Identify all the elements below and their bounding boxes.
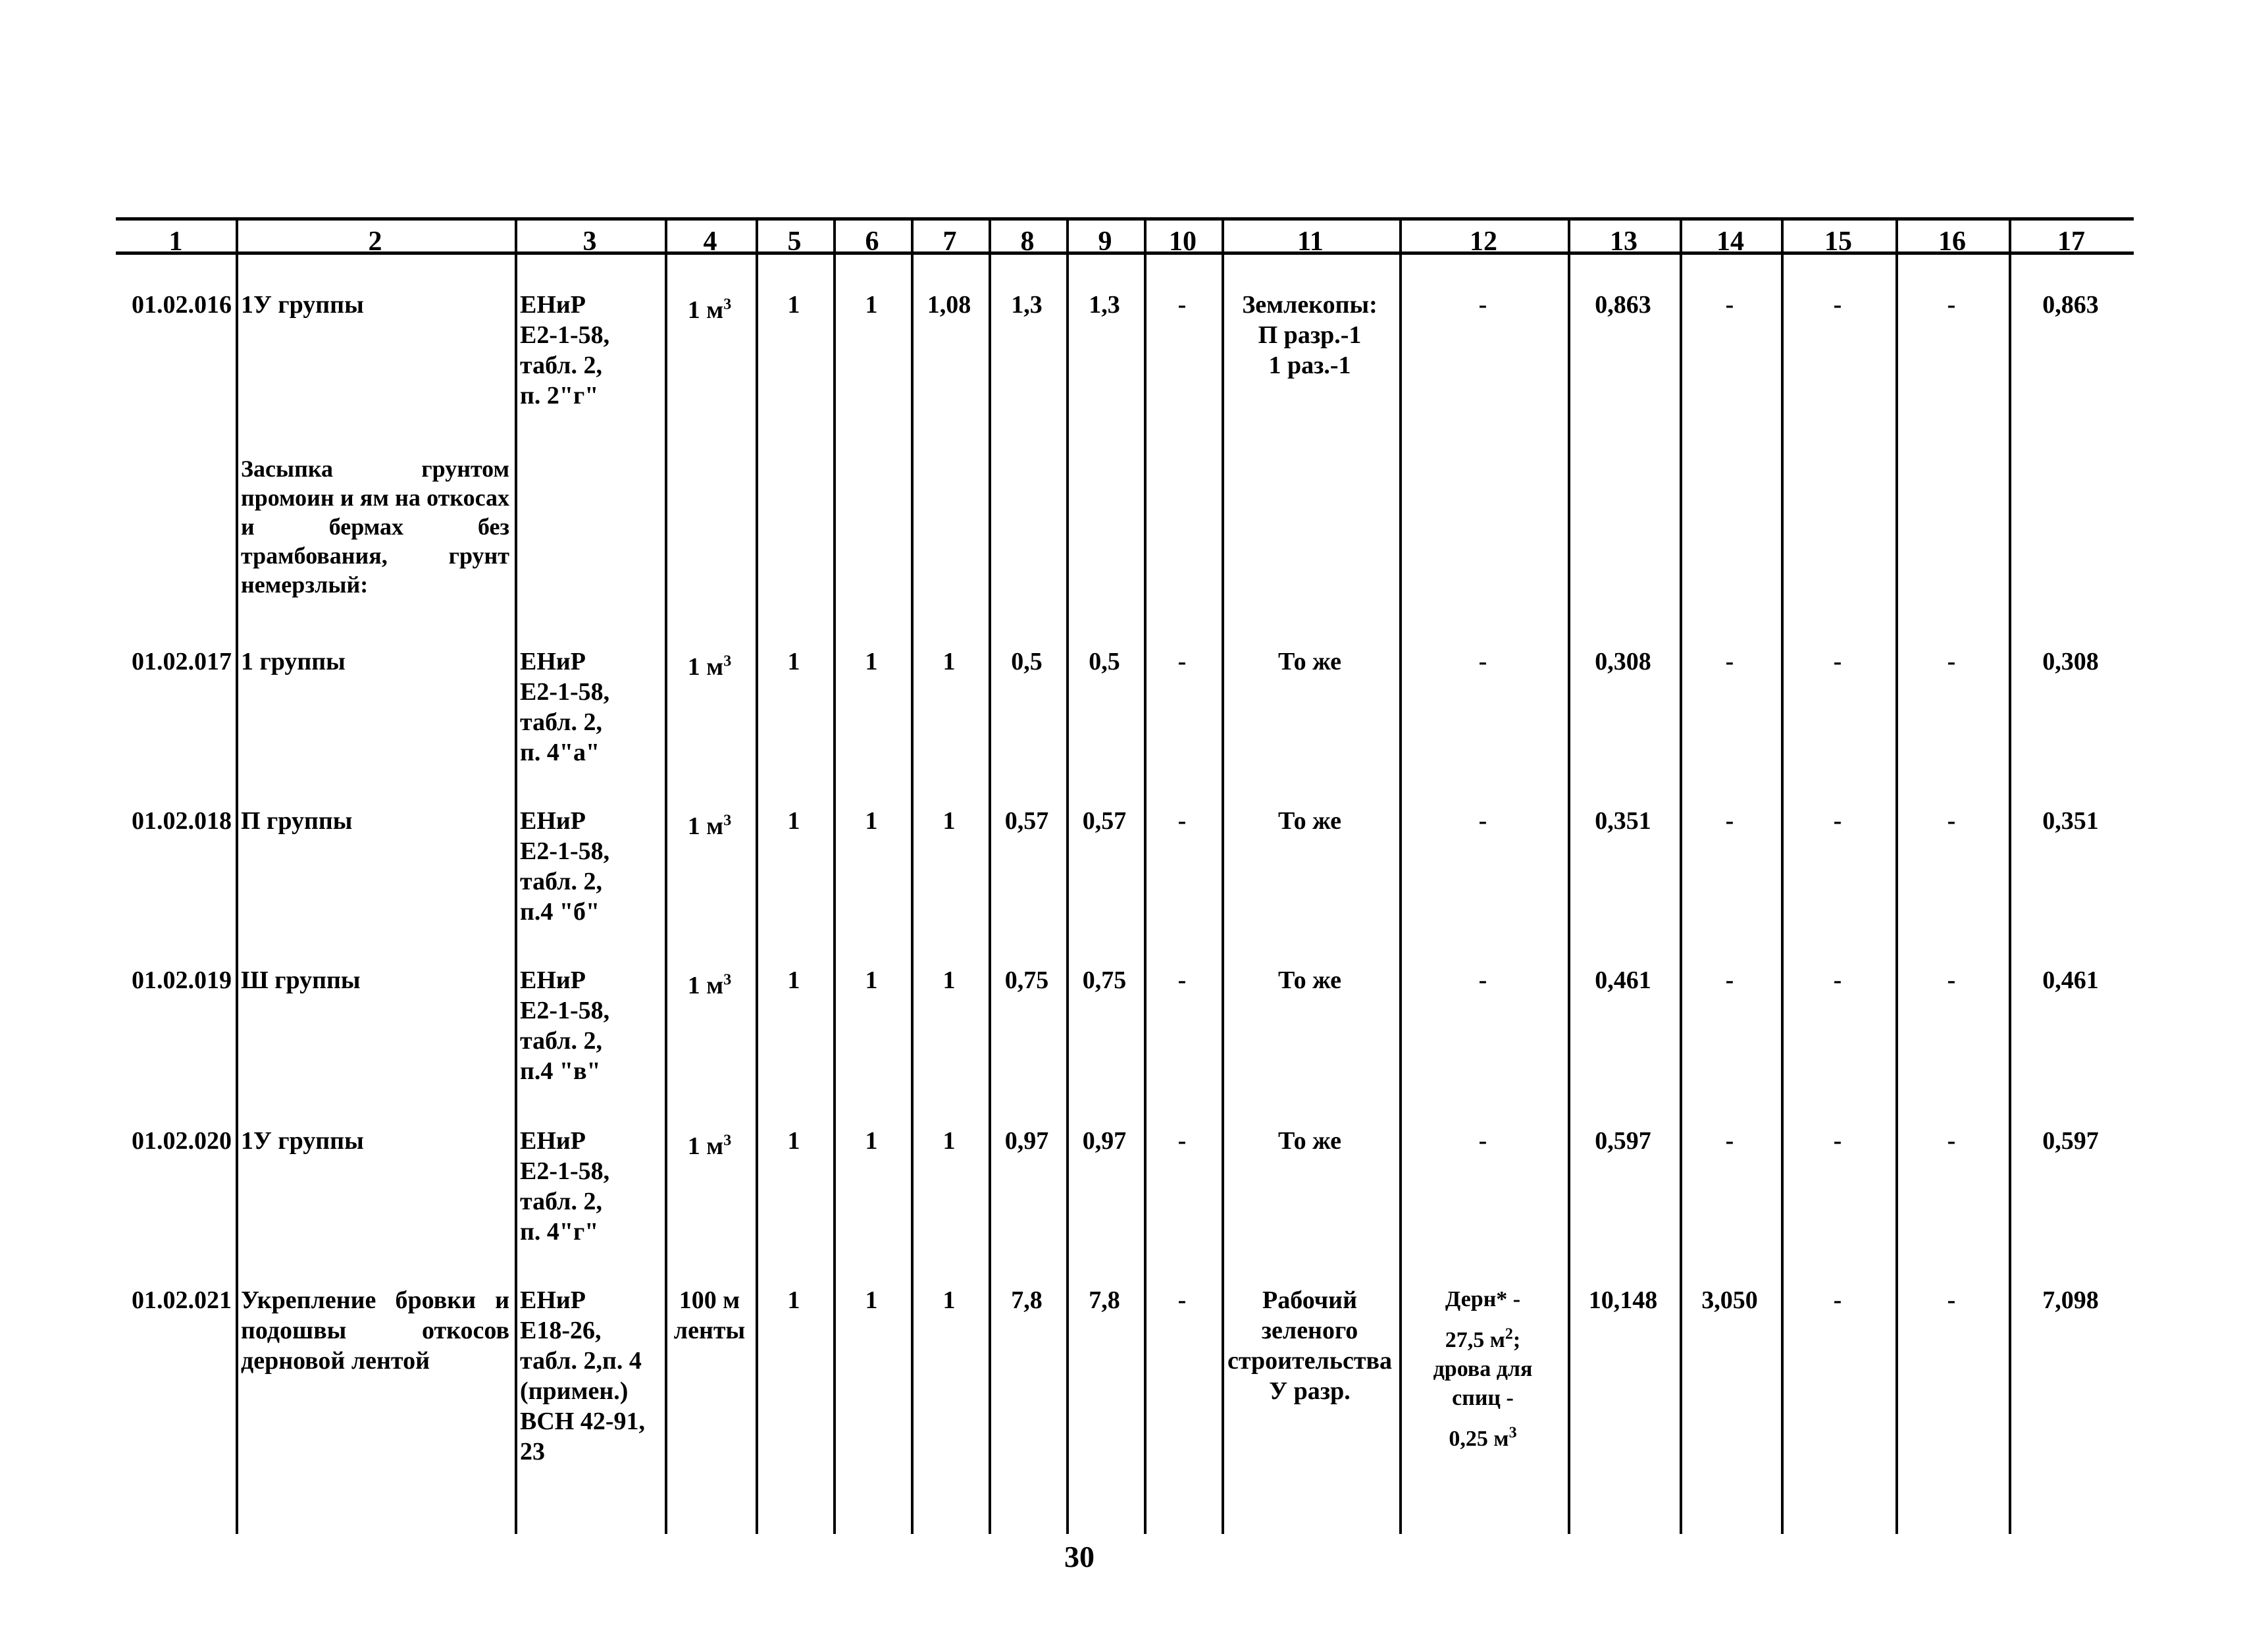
- cell-c14: 3,050: [1701, 1286, 1758, 1314]
- cell-c11: [1223, 646, 1397, 677]
- unit-exponent: 3: [1508, 1424, 1517, 1442]
- cell-line: строительства: [1227, 1347, 1393, 1375]
- cell-code: 01.02.018: [132, 807, 232, 835]
- cell-c12: -: [1478, 648, 1487, 675]
- cell-line: табл. 2,п. 4: [520, 1347, 642, 1375]
- cell-line: Е18-26,: [520, 1317, 602, 1344]
- column-header: 6: [865, 226, 879, 257]
- column-divider: [1895, 217, 1898, 1534]
- cell-c14: -: [1725, 966, 1734, 994]
- column-header: 3: [582, 226, 597, 257]
- cell-name: Ш группы: [241, 966, 361, 994]
- cell-c15: -: [1833, 291, 1842, 319]
- cell-line: табл. 2,: [520, 1188, 603, 1215]
- cell-c7: 1,08: [927, 291, 971, 319]
- cell-c8: 0,57: [1004, 807, 1049, 835]
- table-top-rule: [116, 217, 2134, 221]
- cell-c10: -: [1177, 1127, 1187, 1155]
- cell-line: табл. 2,: [520, 868, 603, 895]
- cell-c7: 1: [942, 807, 956, 835]
- cell-c9: 1,3: [1089, 291, 1120, 319]
- cell-line: табл. 2,: [520, 352, 603, 379]
- cell-unit: [666, 970, 753, 1001]
- column-header: 11: [1297, 226, 1324, 257]
- cell-c11: [1223, 1126, 1397, 1156]
- column-header: 12: [1470, 226, 1497, 257]
- cell-ref: [520, 1285, 662, 1467]
- cell-line: У разр.: [1269, 1377, 1351, 1405]
- unit-exponent: 3: [723, 652, 732, 670]
- column-header: 2: [368, 226, 382, 257]
- cell-ref: [520, 1126, 662, 1247]
- column-divider: [236, 217, 238, 1534]
- column-divider: [2009, 217, 2011, 1534]
- cell-unit: [666, 1285, 753, 1346]
- cell-code: 01.02.017: [132, 648, 232, 675]
- cell-line: [1401, 1355, 1565, 1384]
- cell-line: п.4 "в": [520, 1057, 601, 1085]
- column-header: 10: [1169, 226, 1197, 257]
- column-divider: [989, 217, 991, 1534]
- cell-c11: [1223, 290, 1397, 381]
- cell-line: п. 2"г": [520, 382, 599, 409]
- cell-c6: 1: [865, 648, 878, 675]
- cell-line: [1401, 1384, 1565, 1413]
- column-header: 5: [787, 226, 802, 257]
- cell-c12: -: [1478, 1127, 1487, 1155]
- cell-line: Е2-1-58,: [520, 678, 610, 706]
- column-divider: [1144, 217, 1147, 1534]
- cell-c8: 0,97: [1004, 1127, 1049, 1155]
- norms-table: [116, 217, 2134, 1534]
- cell-line: [1401, 1425, 1565, 1454]
- cell-unit: [666, 652, 753, 682]
- cell-name: 1 группы: [241, 648, 346, 675]
- cell-line: п. 4"а": [520, 739, 600, 766]
- cell-line: зеленого: [1261, 1317, 1358, 1344]
- cell-code: 01.02.019: [132, 966, 232, 994]
- cell-c8: 0,75: [1004, 966, 1049, 994]
- column-divider: [1066, 217, 1069, 1534]
- cell-c15: -: [1833, 1286, 1842, 1314]
- cell-c6: 1: [865, 291, 878, 319]
- cell-line: Е2-1-58,: [520, 997, 610, 1024]
- cell-c15: -: [1833, 966, 1842, 994]
- cell-c5: 1: [787, 1127, 800, 1155]
- cell-line: То же: [1277, 648, 1342, 675]
- cell-line: ВСН 42-91,: [520, 1408, 645, 1435]
- cell-c12: -: [1478, 291, 1487, 319]
- cell-c13: 10,148: [1588, 1286, 1658, 1314]
- cell-ref: [520, 965, 662, 1086]
- cell-c12: -: [1478, 966, 1487, 994]
- cell-c5: 1: [787, 807, 800, 835]
- cell-c10: -: [1177, 807, 1187, 835]
- cell-name: 1У группы: [241, 1127, 364, 1155]
- cell-line: ЕНиР: [520, 966, 586, 994]
- column-divider: [756, 217, 758, 1534]
- cell-code: 01.02.021: [132, 1286, 232, 1314]
- cell-line: ЕНиР: [520, 1127, 586, 1155]
- cell-c9: 0,57: [1082, 807, 1127, 835]
- cell-c14: -: [1725, 1127, 1734, 1155]
- unit-text: 1 м: [687, 812, 724, 840]
- cell-c9: 0,75: [1082, 966, 1127, 994]
- cell-line: То же: [1277, 966, 1342, 994]
- cell-text: 27,5 м: [1445, 1328, 1505, 1352]
- cell-c9: 7,8: [1089, 1286, 1120, 1314]
- cell-c16: -: [1947, 291, 1956, 319]
- cell-c16: -: [1947, 807, 1956, 835]
- cell-line: Рабочий: [1262, 1286, 1357, 1314]
- cell-ref: [520, 646, 662, 768]
- cell-line: 1 раз.-1: [1268, 352, 1351, 379]
- cell-c10: -: [1177, 966, 1187, 994]
- cell-name: 1У группы: [241, 291, 364, 319]
- cell-c6: 1: [865, 1127, 878, 1155]
- cell-line: Е2-1-58,: [520, 321, 610, 349]
- column-header: 17: [2057, 226, 2085, 257]
- cell-c7: 1: [942, 966, 956, 994]
- cell-c14: -: [1725, 291, 1734, 319]
- cell-line: Е2-1-58,: [520, 1157, 610, 1185]
- cell-c6: 1: [865, 807, 878, 835]
- cell-line: Е2-1-58,: [520, 837, 610, 865]
- cell-unit: [666, 295, 753, 325]
- cell-line: п. 4"г": [520, 1218, 599, 1246]
- cell-c10: -: [1177, 291, 1187, 319]
- column-header: 8: [1020, 226, 1035, 257]
- cell-line: Землекопы:: [1242, 291, 1378, 319]
- cell-c10: -: [1177, 648, 1187, 675]
- cell-c8: 1,3: [1011, 291, 1043, 319]
- cell-c11: [1223, 1285, 1397, 1406]
- cell-c12: -: [1478, 807, 1487, 835]
- cell-c16: -: [1947, 966, 1956, 994]
- cell-c15: -: [1833, 648, 1842, 675]
- cell-c6: 1: [865, 1286, 878, 1314]
- unit-text: 1 м: [687, 296, 724, 324]
- cell-c17: 0,461: [2042, 966, 2099, 994]
- cell-name: Укрепление бровки и подошвы откосов дерновой лентой: [241, 1286, 509, 1375]
- column-header: 1: [168, 226, 183, 257]
- cell-c15: -: [1833, 807, 1842, 835]
- unit-text: 100 м ленты: [673, 1286, 746, 1344]
- cell-line: табл. 2,: [520, 708, 603, 736]
- column-divider: [911, 217, 914, 1534]
- cell-c14: -: [1725, 807, 1734, 835]
- cell-c17: 0,863: [2042, 291, 2099, 319]
- cell-c11: [1223, 806, 1397, 836]
- cell-text: Дерн* -: [1445, 1287, 1521, 1311]
- cell-text: дрова для: [1433, 1357, 1533, 1381]
- cell-c7: 1: [942, 648, 956, 675]
- cell-c6: 1: [865, 966, 878, 994]
- section-heading: Засыпка грунтом промоин и ям на откосах и бермах без трамбования, грунт немерзлый:: [241, 456, 509, 598]
- cell-c10: -: [1177, 1286, 1187, 1314]
- column-divider: [1568, 217, 1570, 1534]
- cell-c14: -: [1725, 648, 1734, 675]
- unit-text: 1 м: [687, 1132, 724, 1160]
- column-divider: [833, 217, 836, 1534]
- unit-exponent: 3: [723, 812, 732, 830]
- cell-ref: [520, 806, 662, 927]
- cell-line: п.4 "б": [520, 898, 600, 926]
- cell-c5: 1: [787, 648, 800, 675]
- cell-code: 01.02.016: [132, 291, 232, 319]
- cell-name: П группы: [241, 807, 353, 835]
- unit-exponent: 3: [723, 1132, 732, 1149]
- cell-c8: 7,8: [1011, 1286, 1043, 1314]
- cell-line: 23: [520, 1438, 545, 1465]
- cell-text: ;: [1512, 1328, 1521, 1352]
- cell-unit: [666, 1131, 753, 1161]
- column-header: 13: [1610, 226, 1637, 257]
- cell-line: [1401, 1285, 1565, 1314]
- cell-ref: [520, 290, 662, 411]
- cell-c5: 1: [787, 291, 800, 319]
- cell-c16: -: [1947, 648, 1956, 675]
- cell-c12: [1401, 1285, 1565, 1454]
- cell-line: ЕНиР: [520, 1286, 586, 1314]
- cell-line: (примен.): [520, 1377, 629, 1405]
- cell-line: П разр.-1: [1258, 321, 1362, 349]
- cell-c16: -: [1947, 1286, 1956, 1314]
- cell-c13: 0,597: [1595, 1127, 1651, 1155]
- cell-c15: -: [1833, 1127, 1842, 1155]
- cell-c11: [1223, 965, 1397, 995]
- cell-code: 01.02.020: [132, 1127, 232, 1155]
- unit-exponent: 2: [1505, 1325, 1513, 1343]
- cell-c13: 0,308: [1595, 648, 1651, 675]
- column-divider: [515, 217, 517, 1534]
- cell-line: табл. 2,: [520, 1027, 603, 1055]
- cell-line: [1401, 1326, 1565, 1355]
- cell-c8: 0,5: [1011, 648, 1043, 675]
- column-header: 16: [1938, 226, 1966, 257]
- unit-text: 1 м: [687, 972, 724, 999]
- cell-c5: 1: [787, 966, 800, 994]
- cell-c7: 1: [942, 1286, 956, 1314]
- column-divider: [1781, 217, 1784, 1534]
- column-header: 15: [1824, 226, 1852, 257]
- cell-c17: 0,597: [2042, 1127, 2099, 1155]
- cell-c13: 0,351: [1595, 807, 1651, 835]
- unit-exponent: 3: [723, 971, 732, 989]
- column-header: 9: [1098, 226, 1112, 257]
- cell-c17: 7,098: [2042, 1286, 2099, 1314]
- cell-unit: [666, 811, 753, 841]
- cell-line: То же: [1277, 1127, 1342, 1155]
- page-number: 30: [1064, 1540, 1095, 1573]
- cell-text: спиц -: [1452, 1386, 1514, 1410]
- cell-c7: 1: [942, 1127, 956, 1155]
- column-header: 14: [1716, 226, 1744, 257]
- cell-line: ЕНиР: [520, 807, 586, 835]
- cell-c13: 0,863: [1595, 291, 1651, 319]
- cell-line: ЕНиР: [520, 648, 586, 675]
- unit-exponent: 3: [723, 296, 732, 313]
- cell-line: ЕНиР: [520, 291, 586, 319]
- cell-line: То же: [1277, 807, 1342, 835]
- cell-c16: -: [1947, 1127, 1956, 1155]
- column-header: 7: [942, 226, 957, 257]
- cell-c17: 0,351: [2042, 807, 2099, 835]
- cell-c9: 0,5: [1089, 648, 1120, 675]
- cell-c5: 1: [787, 1286, 800, 1314]
- cell-c13: 0,461: [1595, 966, 1651, 994]
- column-header: 4: [703, 226, 717, 257]
- unit-text: 1 м: [687, 653, 724, 681]
- column-divider: [1680, 217, 1682, 1534]
- cell-text: 0,25 м: [1449, 1427, 1509, 1451]
- cell-c17: 0,308: [2042, 648, 2099, 675]
- cell-c9: 0,97: [1082, 1127, 1127, 1155]
